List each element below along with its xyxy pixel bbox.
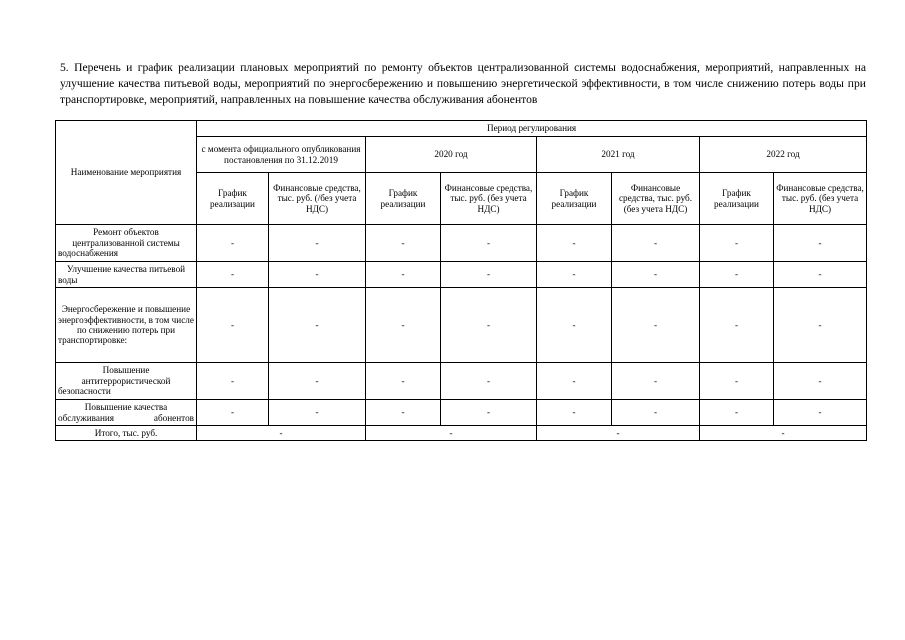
total-value: - xyxy=(366,426,537,441)
cell-value: - xyxy=(774,288,867,363)
cell-value: - xyxy=(612,400,700,426)
header-period: Период регулирования xyxy=(197,121,867,137)
activity-name: Ремонт объектов централизованной системы водоснабжения xyxy=(56,225,197,262)
cell-value: - xyxy=(197,363,269,400)
cell-value: - xyxy=(537,262,612,288)
cell-value: - xyxy=(774,400,867,426)
cell-value: - xyxy=(197,288,269,363)
cell-value: - xyxy=(441,262,537,288)
cell-value: - xyxy=(700,363,774,400)
cell-value: - xyxy=(612,288,700,363)
subheader-finance: Финансовые средства, тыс. руб. (без учета НДС) xyxy=(441,173,537,225)
header-period-2: 2020 год xyxy=(366,137,537,173)
subheader-schedule: График реализации xyxy=(366,173,441,225)
table-row xyxy=(56,225,867,262)
activity-name: Улучшение качества питьевой воды xyxy=(56,262,197,288)
subheader-schedule: График реализации xyxy=(700,173,774,225)
section-heading-text: 5. Перечень и график реализации плановых мероприятий по ремонту объектов централизованной системы водоснабжения, мероприятий, направленных на улучшение качества питьевой воды, мероприятий по энергосбережению и повышению энергетической эффективности, в том числе снижению потерь воды при транспортировке, мероприятий, направленных на повышение качества обслуживания абонентов xyxy=(60,61,866,106)
cell-value: - xyxy=(537,288,612,363)
table-row xyxy=(56,363,867,400)
cell-value: - xyxy=(700,288,774,363)
header-period-1: с момента официального опубликования постановления по 31.12.2019 xyxy=(197,137,366,173)
total-value: - xyxy=(700,426,867,441)
header-period-3: 2021 год xyxy=(537,137,700,173)
subheader-finance: Финансовые средства, тыс. руб. (без учета НДС) xyxy=(774,173,867,225)
cell-value: - xyxy=(537,225,612,262)
cell-value: - xyxy=(366,225,441,262)
cell-value: - xyxy=(774,363,867,400)
total-value: - xyxy=(197,426,366,441)
cell-value: - xyxy=(269,288,366,363)
cell-value: - xyxy=(366,288,441,363)
cell-value: - xyxy=(612,262,700,288)
subheader-schedule: График реализации xyxy=(197,173,269,225)
activity-name: Энергосбережение и повышение энергоэффективности, в том числе по снижению потерь при транспортировке: xyxy=(56,288,197,363)
cell-value: - xyxy=(197,400,269,426)
cell-value: - xyxy=(366,262,441,288)
cell-value: - xyxy=(269,400,366,426)
cell-value: - xyxy=(774,262,867,288)
activity-name: Повышение качества обслуживания абонентов xyxy=(56,400,197,426)
cell-value: - xyxy=(537,400,612,426)
subheader-finance: Финансовые средства, тыс. руб. (без учета НДС) xyxy=(612,173,700,225)
cell-value: - xyxy=(612,225,700,262)
cell-value: - xyxy=(700,400,774,426)
cell-value: - xyxy=(366,400,441,426)
cell-value: - xyxy=(441,225,537,262)
total-label: Итого, тыс. руб. xyxy=(56,426,197,441)
total-row xyxy=(56,426,867,441)
header-period-4: 2022 год xyxy=(700,137,867,173)
table-row xyxy=(56,400,867,426)
table-row xyxy=(56,288,867,363)
cell-value: - xyxy=(366,363,441,400)
total-value: - xyxy=(537,426,700,441)
activities-table xyxy=(55,120,867,441)
cell-value: - xyxy=(197,225,269,262)
cell-value: - xyxy=(441,288,537,363)
cell-value: - xyxy=(612,363,700,400)
cell-value: - xyxy=(774,225,867,262)
cell-value: - xyxy=(700,225,774,262)
cell-value: - xyxy=(197,262,269,288)
cell-value: - xyxy=(269,225,366,262)
cell-value: - xyxy=(269,262,366,288)
section-heading xyxy=(60,60,866,108)
table-row xyxy=(56,262,867,288)
cell-value: - xyxy=(441,363,537,400)
subheader-schedule: График реализации xyxy=(537,173,612,225)
cell-value: - xyxy=(269,363,366,400)
activity-name: Повышение антитеррористической безопасности xyxy=(56,363,197,400)
subheader-finance: Финансовые средства, тыс. руб. (/без учета НДС) xyxy=(269,173,366,225)
cell-value: - xyxy=(700,262,774,288)
cell-value: - xyxy=(441,400,537,426)
cell-value: - xyxy=(537,363,612,400)
header-activity-name: Наименование мероприятия xyxy=(56,121,197,225)
